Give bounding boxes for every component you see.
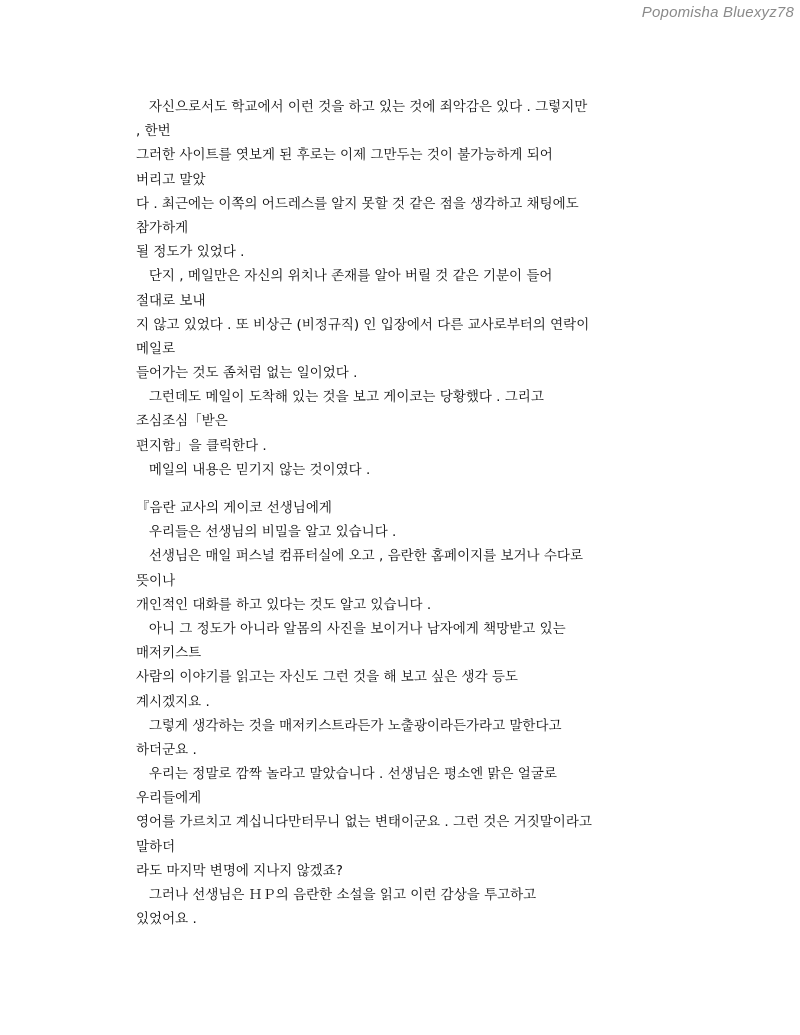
text-line: 선생님은 매일 퍼스널 컴퓨터실에 오고 , 음란한 홈페이지를 보거나 수다로 <box>136 548 584 565</box>
text-line: 계시겠지요 . <box>136 693 210 710</box>
text-line: 그런데도 메일이 도착해 있는 것을 보고 게이코는 당황했다 . 그리고 <box>136 389 544 406</box>
text-line: 뜻이나 <box>136 572 176 589</box>
text-line: 하더군요 . <box>136 741 197 758</box>
text-line: 참가하게 <box>136 219 189 236</box>
text-line: 다 . 최근에는 이쪽의 어드레스를 알지 못할 것 같은 점을 생각하고 채팅에도 <box>136 195 579 212</box>
text-line: 우리들에게 <box>136 790 202 807</box>
text-line: 『음란 교사의 게이코 선생님에게 <box>136 500 332 516</box>
text-line: 라도 마지막 변명에 지나지 않겠죠? <box>136 862 343 879</box>
text-line: 그러나 선생님은 ＨＰ의 음란한 소설을 읽고 이런 감상을 투고하고 <box>136 887 537 903</box>
text-line: 버리고 말았 <box>136 171 206 188</box>
text-line: 편지함」을 클릭한다 . <box>136 437 267 454</box>
text-line: 메일로 <box>136 340 176 357</box>
text-line: 조심조심「받은 <box>136 413 228 430</box>
text-line: , 한번 <box>136 123 171 140</box>
text-line: 우리들은 선생님의 비밀을 알고 있습니다 . <box>136 524 397 541</box>
letter-section <box>136 496 676 931</box>
text-line: 그렇게 생각하는 것을 매저키스트라든가 노출광이라든가라고 말한다고 <box>136 717 562 734</box>
text-line: 사람의 이야기를 읽고는 자신도 그런 것을 해 보고 싶은 생각 등도 <box>136 669 518 686</box>
text-line: 지 않고 있었다 . 또 비상근 (비정규직) 인 입장에서 다른 교사로부터의 연락이 <box>136 316 590 333</box>
text-line: 영어를 가르치고 계십니다만터무니 없는 변태이군요 . 그런 것은 거짓말이라고 <box>136 814 592 831</box>
text-line: 개인적인 대화를 하고 있다는 것도 알고 있습니다 . <box>136 596 432 613</box>
text-line: 절대로 보내 <box>136 292 206 309</box>
text-line: 말하더 <box>136 838 176 855</box>
text-line: 매저키스트 <box>136 645 202 662</box>
text-line: 그러한 사이트를 엿보게 된 후로는 이제 그만두는 것이 불가능하게 되어 <box>136 147 553 164</box>
text-line: 들어가는 것도 좀처럼 없는 일이었다 . <box>136 365 358 382</box>
text-line: 있었어요 . <box>136 911 197 928</box>
narrative-section <box>136 95 676 482</box>
text-line: 될 정도가 있었다 . <box>136 244 245 261</box>
document-body <box>136 95 676 931</box>
text-line: 자신으로서도 학교에서 이런 것을 하고 있는 것에 죄악감은 있다 . 그렇지만 <box>136 99 588 115</box>
text-line: 우리는 정말로 깜짝 놀라고 말았습니다 . 선생님은 평소엔 맑은 얼굴로 <box>136 766 557 783</box>
text-line: 단지 , 메일만은 자신의 위치나 존재를 알아 버릴 것 같은 기분이 들어 <box>136 268 553 285</box>
text-line: 아니 그 정도가 아니라 알몸의 사진을 보이거나 남자에게 책망받고 있는 <box>136 620 566 637</box>
watermark: Popomisha Bluexyz78 <box>641 4 794 21</box>
paragraph-gap <box>136 482 676 496</box>
text-line: 메일의 내용은 믿기지 않는 것이였다 . <box>136 461 371 478</box>
